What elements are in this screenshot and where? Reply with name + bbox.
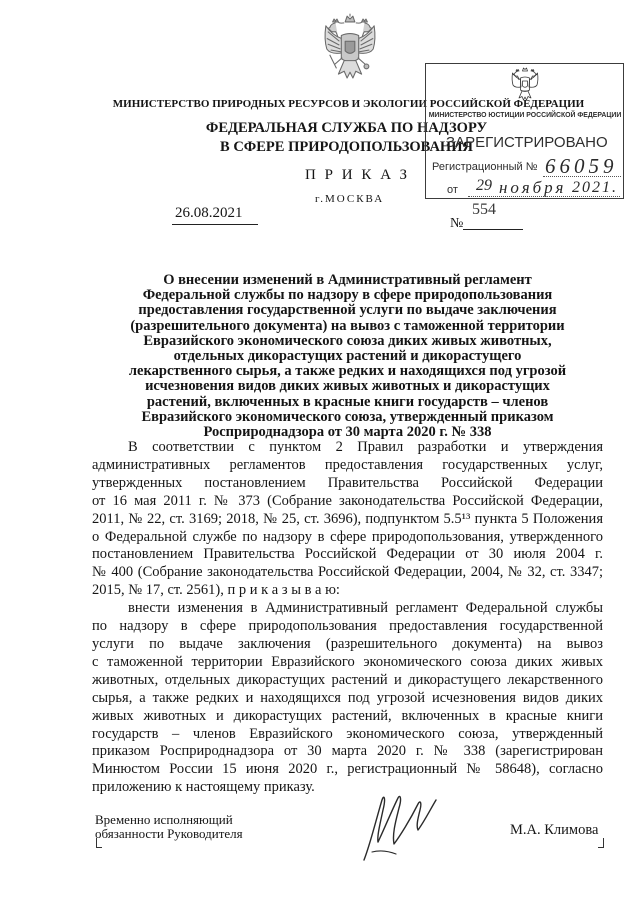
document-city: г.МОСКВА [315,193,385,205]
body-line: приложению к настоящему приказу. [92,779,315,796]
signatory-name: М.А. Климова [510,822,599,838]
coat-of-arms-icon [321,12,379,86]
document-number: 554 [472,201,496,218]
stamp-date-year: 2021. [572,179,618,196]
document-title [92,273,603,440]
handwritten-signature [358,790,438,866]
body-line: № 400 (Собрание законодательства Российской Федерации, 2004, № 32, ст. 3347; [92,564,603,581]
title-line: Федеральной службы по надзору в сфере природопользования [142,287,553,304]
title-line: растений, включенных в красные книги государств – членов [146,393,549,410]
body-line: Минюстом России 15 июня 2020 г., регистрационный № 58648), согласно [92,761,603,778]
stamp-registration-label: Регистрационный № [432,161,538,173]
corner-mark-left [96,838,102,848]
corner-mark-right [598,838,604,848]
body-line: по надзору в сфере природопользования предоставления государственной [92,618,603,635]
ministry-name: МИНИСТЕРСТВО ПРИРОДНЫХ РЕСУРСОВ И ЭКОЛОГИИ РОССИЙСКОЙ ФЕДЕРАЦИИ [112,98,585,110]
date-underline [172,224,258,225]
body-line: 2011, № 22, ст. 3169; 2018, № 25, ст. 3696), подпунктом 5.5¹³ пункта 5 Положения [92,510,603,527]
body-line: услуги по выдаче заключения (разрешительного документа) на вывоз [92,635,603,652]
agency-name-line-1: ФЕДЕРАЛЬНАЯ СЛУЖБА ПО НАДЗОРУ [205,120,488,136]
title-line: лекарственного сырья, а также редких и находящихся под угрозой [128,363,567,380]
body-line: живых животных и дикорастущих растений, включенных в красные книги [92,707,603,724]
document-type: ПРИКАЗ [305,167,416,183]
body-line: сырья, а также редких и находящихся под угрозой исчезновения видов диких [92,689,603,706]
number-sign: № [450,216,464,231]
title-line: О внесении изменений в Административный регламент [163,272,532,288]
title-line: Евразийского экономического союза диких живых животных, [143,332,552,349]
body-line: В соответствии с пунктом 2 Правил разработки и утверждения [128,439,603,455]
stamp-date-prefix: от [447,184,458,196]
body-line: государств – членов Евразийского экономического союза, утвержденный [92,725,603,742]
agency-name-line-2: В СФЕРЕ ПРИРОДОПОЛЬЗОВАНИЯ [220,139,473,155]
body-line: 2015, № 17, ст. 2561), п р и к а з ы в а ю: [92,582,340,599]
body-line: приказом Росприроднадзора от 30 марта 2020 г. № 338 (зарегистрирован [92,743,603,760]
title-line: отдельных дикорастущих растений и дикорастущего [173,348,522,365]
title-line: исчезновения видов диких живых животных и дикорастущих [145,378,550,395]
document-body [92,439,603,797]
number-underline [463,229,523,230]
body-line: административных регламентов предоставления государственных услуг, [92,456,603,473]
body-line: от 16 мая 2011 г. № 373 (Собрание законодательства Российской Федерации, [92,492,603,509]
body-line: постановлением Правительства Российской Федерации от 30 июля 2004 г. [92,546,603,563]
signatory-position-line-2: обязанности Руководителя [95,825,243,841]
document-date: 26.08.2021 [175,205,243,221]
body-line: с таможенной территории Евразийского экономического союза диких живых [92,653,603,670]
stamp-status: ЗАРЕГИСТРИРОВАНО [446,134,608,151]
stamp-date-day: 29 [476,177,492,194]
body-line: утвержденных постановлением Правительства Российской Федерации [92,474,603,491]
stamp-authority: МИНИСТЕРСТВО ЮСТИЦИИ РОССИЙСКОЙ ФЕДЕРАЦИИ [428,112,622,119]
title-line: (разрешительного документа) на вывоз с таможенной территории [130,317,565,334]
title-line: Росприроднадзора от 30 марта 2020 г. № 338 [203,424,492,441]
signatory-position-line-1: Временно исполняющий [95,812,233,827]
body-line: о Федеральной службе по надзору в сфере природопользования, утвержденного [92,528,603,545]
body-line: внести изменения в Административный регламент Федеральной службы [128,600,603,617]
title-line: предоставления государственной услуги по выдаче заключения [138,302,557,319]
title-line: Евразийского экономического союза, утвержденный приказом [141,408,554,425]
stamp-registration-number: 66059 [545,154,618,178]
body-line: животных, отдельных дикорастущих растений и дикорастущего лекарственного [92,671,603,688]
stamp-coat-of-arms-icon [510,66,540,104]
stamp-date-month: ноября [499,178,567,197]
